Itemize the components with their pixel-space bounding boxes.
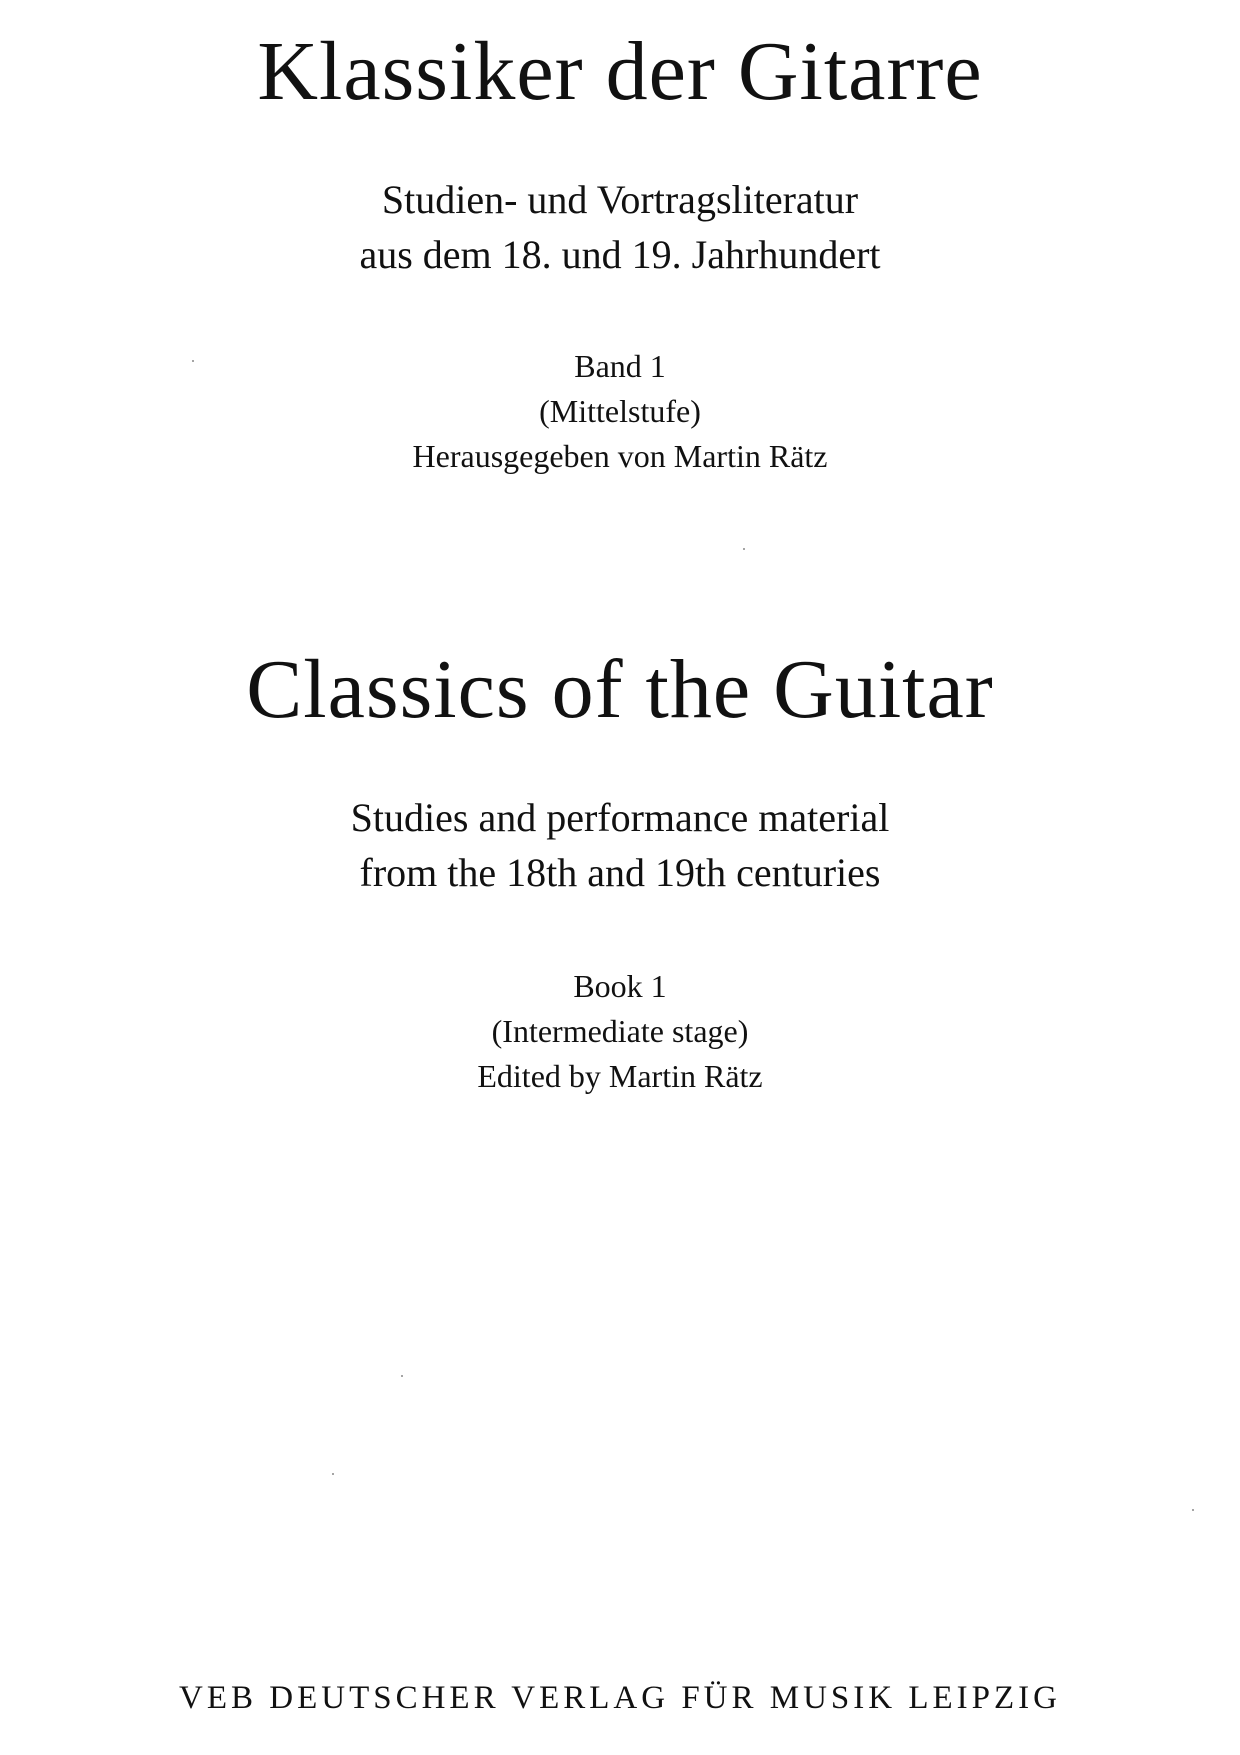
german-volume: Band 1 (574, 348, 666, 384)
german-title: Klassiker der Gitarre (257, 25, 983, 118)
scan-speck (332, 1473, 334, 1475)
english-editor: Edited by Martin Rätz (477, 1058, 763, 1094)
scan-speck (401, 1375, 403, 1377)
german-subtitle-line-2: aus dem 18. und 19. Jahrhundert (359, 232, 881, 277)
scan-speck (743, 548, 745, 550)
scan-speck (1192, 1509, 1194, 1511)
german-editor: Herausgegeben von Martin Rätz (412, 438, 828, 474)
scan-speck (192, 360, 194, 362)
german-level: (Mittelstufe) (539, 393, 701, 429)
english-level: (Intermediate stage) (491, 1013, 749, 1049)
english-volume: Book 1 (573, 968, 667, 1004)
german-subtitle-line-1: Studien- und Vortragsliteratur (381, 177, 859, 222)
english-subtitle-line-1: Studies and performance material (350, 795, 890, 840)
publisher-imprint: VEB DEUTSCHER VERLAG FÜR MUSIK LEIPZIG (179, 1680, 1061, 1716)
english-title: Classics of the Guitar (246, 643, 994, 736)
english-subtitle-line-2: from the 18th and 19th centuries (359, 850, 881, 895)
